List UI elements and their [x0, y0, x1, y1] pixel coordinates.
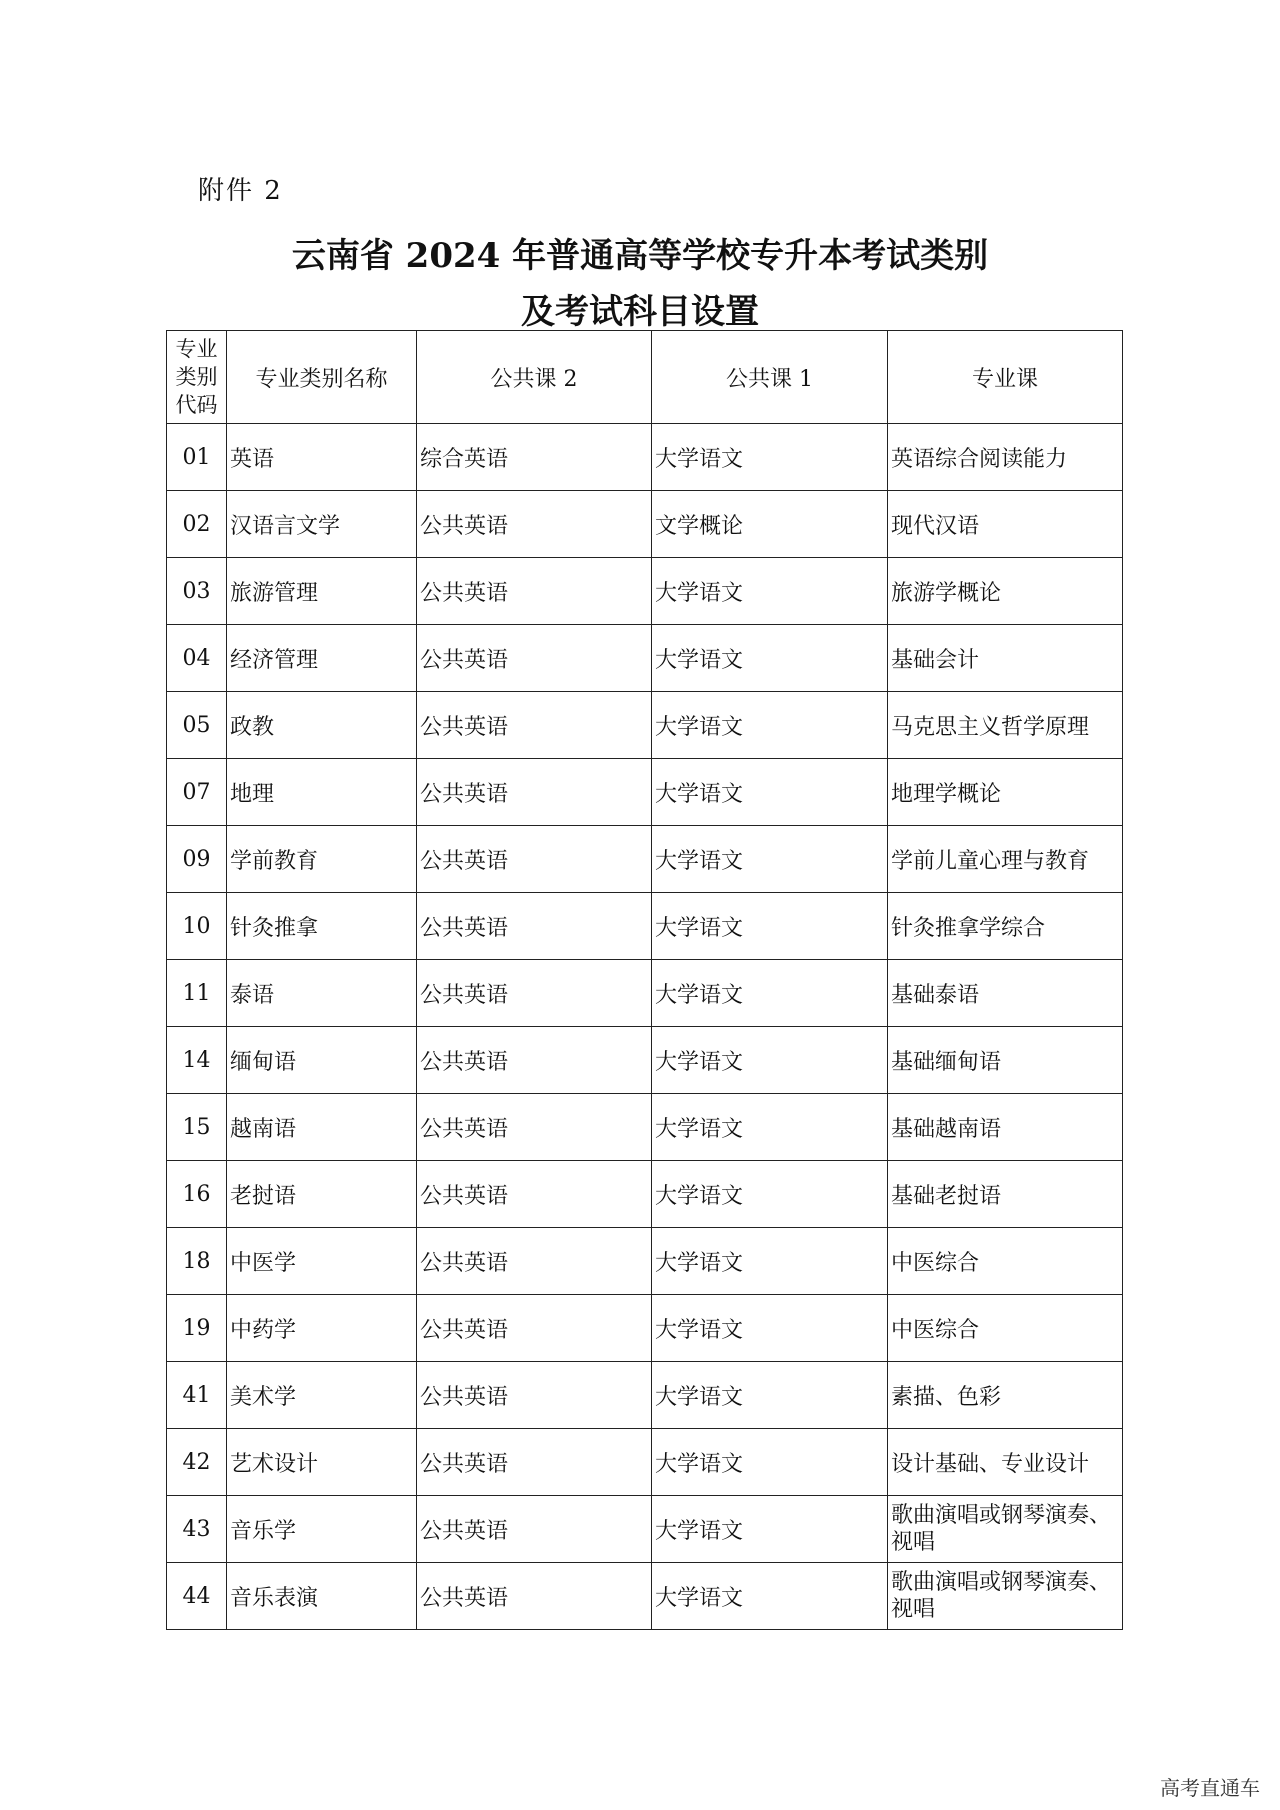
cell-category-code: 11 — [167, 960, 227, 1027]
cell-category-name: 经济管理 — [227, 625, 417, 692]
cell-public-course-1: 大学语文 — [652, 1429, 888, 1496]
cell-major-course: 设计基础、专业设计 — [888, 1429, 1123, 1496]
table-row — [167, 1161, 1123, 1228]
cell-major-course: 针灸推拿学综合 — [888, 893, 1123, 960]
cell-category-code: 07 — [167, 759, 227, 826]
cell-category-name: 针灸推拿 — [227, 893, 417, 960]
cell-public-course-1: 大学语文 — [652, 1362, 888, 1429]
cell-public-course-2: 公共英语 — [417, 1295, 652, 1362]
table-row — [167, 424, 1123, 491]
header-public-course-2: 公共课 2 — [417, 331, 652, 424]
cell-category-code: 42 — [167, 1429, 227, 1496]
cell-category-name: 学前教育 — [227, 826, 417, 893]
cell-public-course-2: 公共英语 — [417, 1228, 652, 1295]
cell-category-name: 越南语 — [227, 1094, 417, 1161]
table-row — [167, 826, 1123, 893]
table-row — [167, 692, 1123, 759]
header-major-course: 专业课 — [888, 331, 1123, 424]
cell-category-code: 05 — [167, 692, 227, 759]
cell-major-course: 中医综合 — [888, 1295, 1123, 1362]
header-code-line: 类别 — [175, 365, 218, 389]
cell-public-course-2: 公共英语 — [417, 1429, 652, 1496]
cell-category-name: 政教 — [227, 692, 417, 759]
cell-public-course-1: 大学语文 — [652, 692, 888, 759]
cell-public-course-1: 文学概论 — [652, 491, 888, 558]
table-row — [167, 1362, 1123, 1429]
cell-category-name: 地理 — [227, 759, 417, 826]
table-row — [167, 1094, 1123, 1161]
cell-public-course-2: 公共英语 — [417, 826, 652, 893]
table-header-row — [167, 331, 1123, 424]
cell-public-course-1: 大学语文 — [652, 893, 888, 960]
table-row — [167, 759, 1123, 826]
document-title-line-2: 及考试科目设置 — [521, 292, 759, 332]
cell-category-code: 18 — [167, 1228, 227, 1295]
cell-public-course-2: 公共英语 — [417, 1563, 652, 1630]
cell-public-course-2: 公共英语 — [417, 1161, 652, 1228]
cell-category-name: 汉语言文学 — [227, 491, 417, 558]
table-row — [167, 1027, 1123, 1094]
table-row — [167, 1228, 1123, 1295]
header-code-line: 代码 — [175, 393, 218, 417]
cell-category-code: 03 — [167, 558, 227, 625]
cell-category-code: 19 — [167, 1295, 227, 1362]
table-row — [167, 1429, 1123, 1496]
cell-public-course-2: 公共英语 — [417, 1362, 652, 1429]
cell-public-course-1: 大学语文 — [652, 1295, 888, 1362]
cell-major-course: 地理学概论 — [888, 759, 1123, 826]
cell-public-course-2: 公共英语 — [417, 625, 652, 692]
cell-major-course: 英语综合阅读能力 — [888, 424, 1123, 491]
cell-public-course-1: 大学语文 — [652, 1094, 888, 1161]
cell-public-course-2: 公共英语 — [417, 558, 652, 625]
attachment-label: 附件 2 — [198, 176, 283, 206]
cell-category-name: 旅游管理 — [227, 558, 417, 625]
cell-public-course-1: 大学语文 — [652, 759, 888, 826]
cell-category-name: 中医学 — [227, 1228, 417, 1295]
watermark-text: 高考直通车 — [1160, 1776, 1260, 1800]
cell-category-name: 中药学 — [227, 1295, 417, 1362]
cell-category-code: 04 — [167, 625, 227, 692]
cell-category-code: 01 — [167, 424, 227, 491]
cell-major-course: 旅游学概论 — [888, 558, 1123, 625]
cell-category-code: 10 — [167, 893, 227, 960]
cell-public-course-1: 大学语文 — [652, 1563, 888, 1630]
table-row — [167, 491, 1123, 558]
cell-public-course-1: 大学语文 — [652, 1161, 888, 1228]
cell-category-code: 02 — [167, 491, 227, 558]
cell-category-name: 缅甸语 — [227, 1027, 417, 1094]
table-row — [167, 625, 1123, 692]
cell-major-course: 歌曲演唱或钢琴演奏、视唱 — [888, 1496, 1123, 1563]
table-row — [167, 960, 1123, 1027]
cell-public-course-1: 大学语文 — [652, 960, 888, 1027]
document-title-line-1: 云南省 2024 年普通高等学校专升本考试类别 — [291, 236, 989, 276]
cell-public-course-2: 综合英语 — [417, 424, 652, 491]
cell-category-code: 09 — [167, 826, 227, 893]
cell-category-name: 美术学 — [227, 1362, 417, 1429]
cell-category-code: 15 — [167, 1094, 227, 1161]
cell-category-name: 老挝语 — [227, 1161, 417, 1228]
header-public-course-1: 公共课 1 — [652, 331, 888, 424]
cell-category-code: 41 — [167, 1362, 227, 1429]
cell-public-course-2: 公共英语 — [417, 893, 652, 960]
cell-public-course-2: 公共英语 — [417, 1027, 652, 1094]
cell-public-course-2: 公共英语 — [417, 1094, 652, 1161]
cell-major-course: 现代汉语 — [888, 491, 1123, 558]
cell-major-course: 歌曲演唱或钢琴演奏、视唱 — [888, 1563, 1123, 1630]
cell-major-course: 基础会计 — [888, 625, 1123, 692]
cell-public-course-1: 大学语文 — [652, 1027, 888, 1094]
cell-category-name: 泰语 — [227, 960, 417, 1027]
cell-public-course-2: 公共英语 — [417, 1496, 652, 1563]
table-row — [167, 893, 1123, 960]
cell-category-code: 44 — [167, 1563, 227, 1630]
cell-major-course: 素描、色彩 — [888, 1362, 1123, 1429]
cell-category-name: 音乐表演 — [227, 1563, 417, 1630]
cell-major-course: 基础泰语 — [888, 960, 1123, 1027]
cell-public-course-1: 大学语文 — [652, 1228, 888, 1295]
cell-public-course-2: 公共英语 — [417, 759, 652, 826]
cell-public-course-2: 公共英语 — [417, 960, 652, 1027]
table-row — [167, 1563, 1123, 1630]
header-category-code — [167, 331, 227, 424]
cell-major-course: 基础缅甸语 — [888, 1027, 1123, 1094]
table-row — [167, 1496, 1123, 1563]
cell-category-name: 艺术设计 — [227, 1429, 417, 1496]
header-code-line: 专业 — [175, 337, 218, 361]
header-category-name: 专业类别名称 — [227, 331, 417, 424]
cell-category-code: 16 — [167, 1161, 227, 1228]
cell-category-name: 英语 — [227, 424, 417, 491]
cell-public-course-2: 公共英语 — [417, 491, 652, 558]
cell-public-course-1: 大学语文 — [652, 424, 888, 491]
cell-major-course: 基础越南语 — [888, 1094, 1123, 1161]
cell-category-code: 43 — [167, 1496, 227, 1563]
cell-major-course: 中医综合 — [888, 1228, 1123, 1295]
cell-public-course-1: 大学语文 — [652, 826, 888, 893]
cell-major-course: 马克思主义哲学原理 — [888, 692, 1123, 759]
exam-subjects-table — [166, 330, 1123, 1630]
cell-public-course-1: 大学语文 — [652, 558, 888, 625]
table-row — [167, 558, 1123, 625]
cell-major-course: 基础老挝语 — [888, 1161, 1123, 1228]
cell-category-code: 14 — [167, 1027, 227, 1094]
cell-public-course-2: 公共英语 — [417, 692, 652, 759]
cell-major-course: 学前儿童心理与教育 — [888, 826, 1123, 893]
table-row — [167, 1295, 1123, 1362]
cell-public-course-1: 大学语文 — [652, 1496, 888, 1563]
cell-public-course-1: 大学语文 — [652, 625, 888, 692]
cell-category-name: 音乐学 — [227, 1496, 417, 1563]
